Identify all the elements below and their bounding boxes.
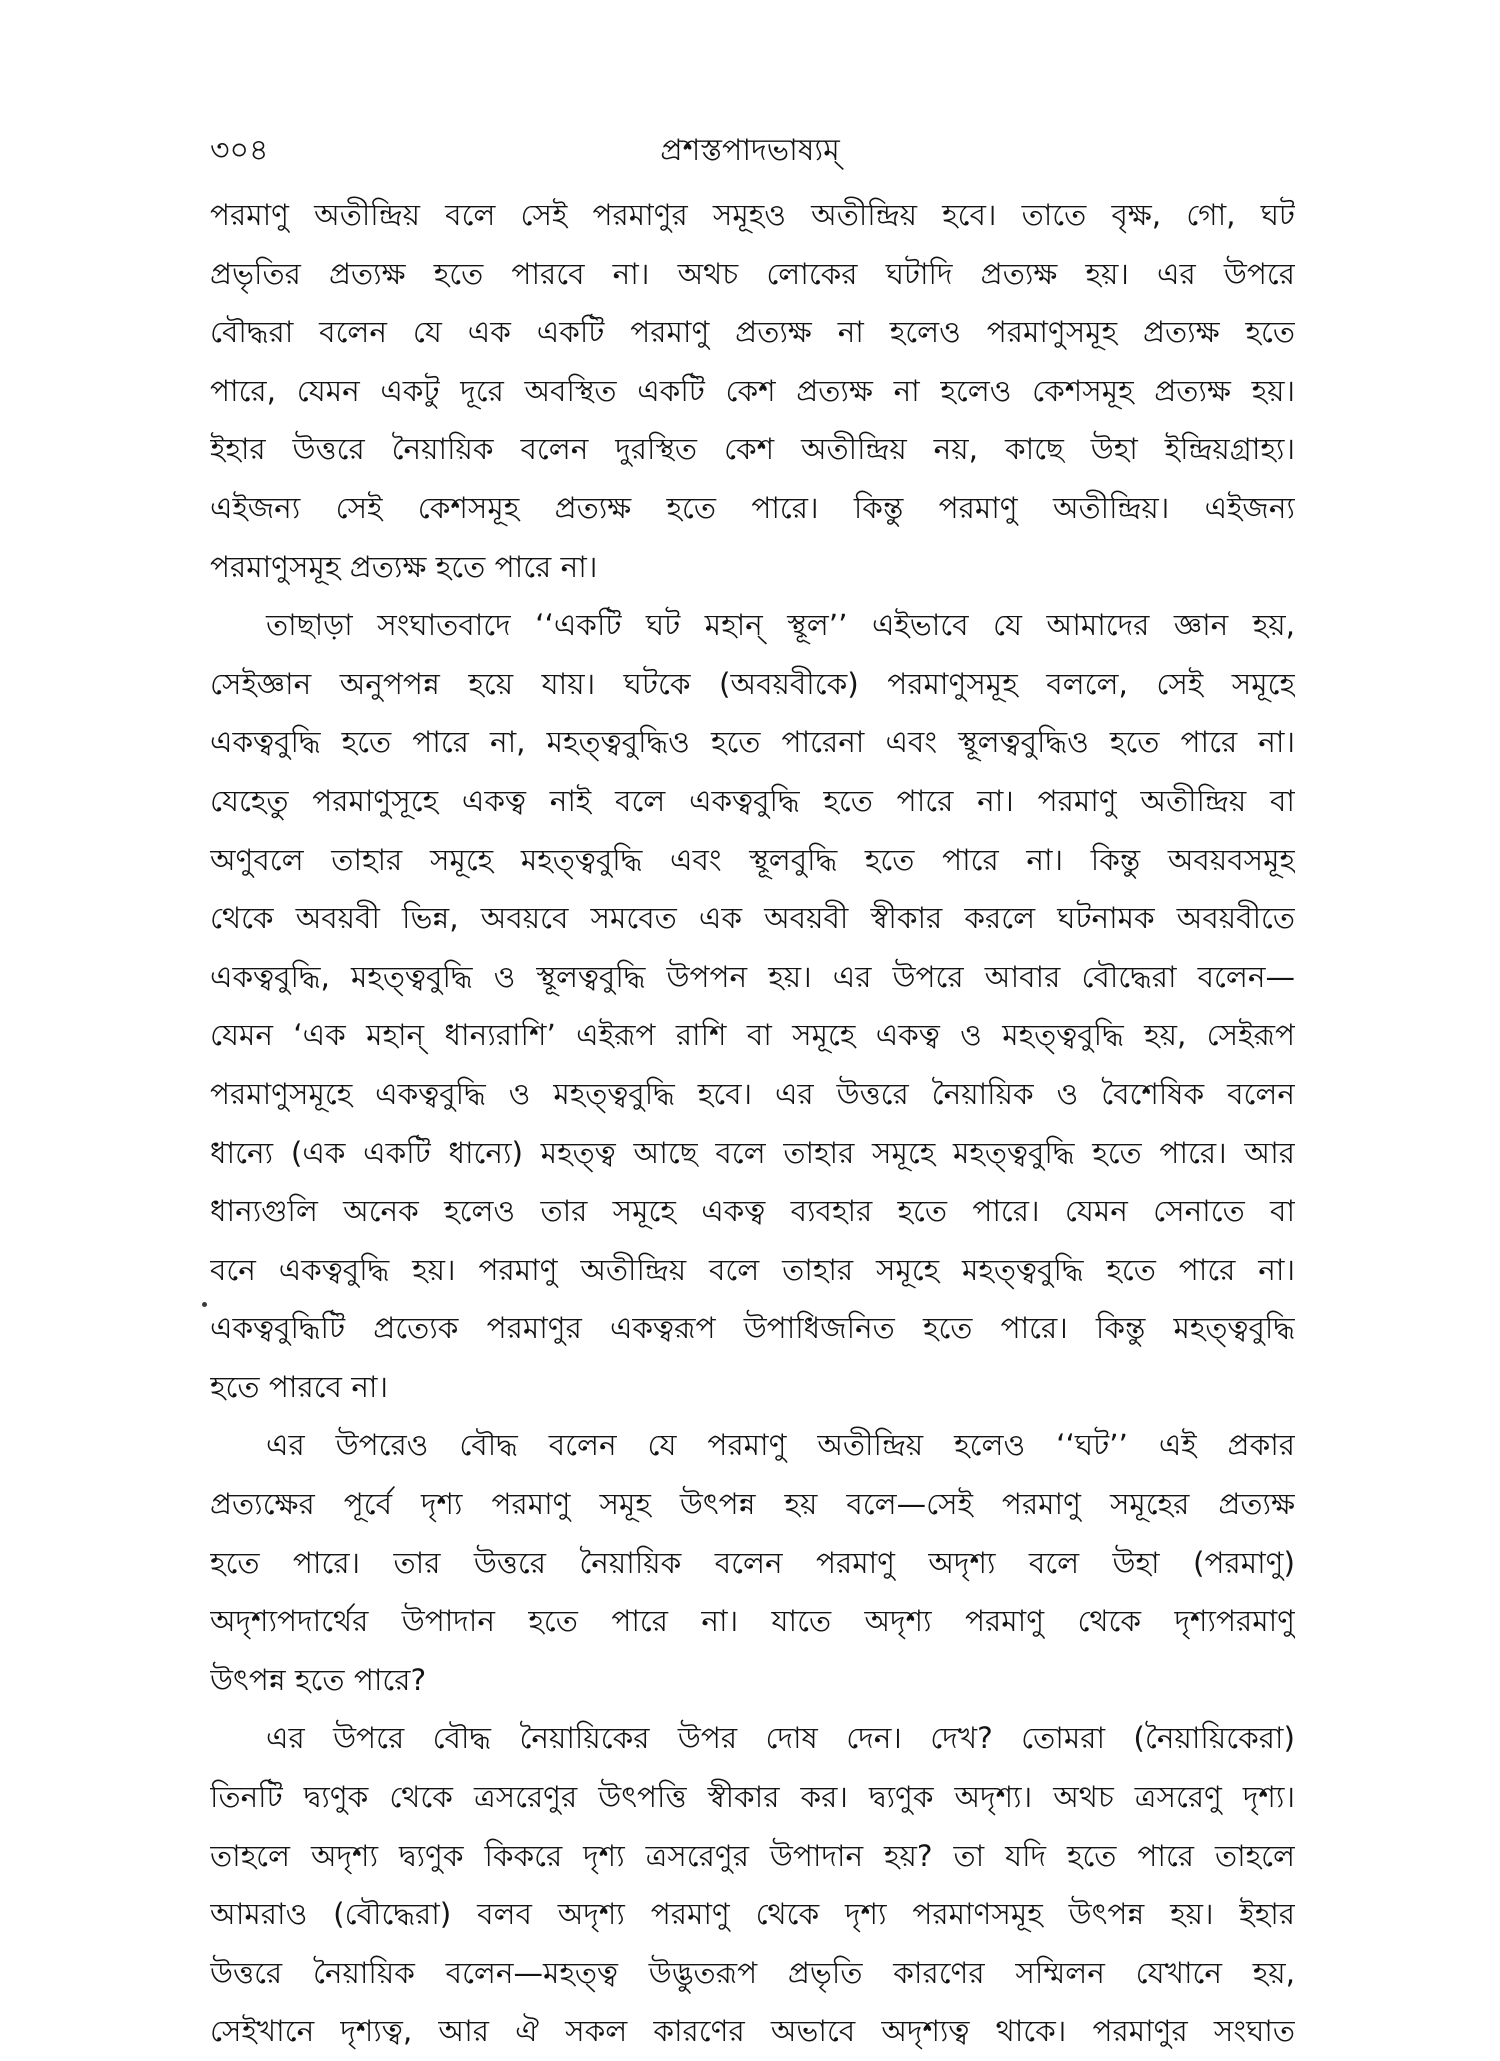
text-line: একত্ববুদ্ধি হতে পারে না, মহত্ত্ববুদ্ধিও হতে পারেনা এবং স্থূলত্ববুদ্ধিও হতে পারে না। xyxy=(210,725,1295,760)
running-title: প্রশস্তপাদভাষ্যম্ xyxy=(660,133,840,168)
paragraph-start-line: তাছাড়া সংঘাতবাদে ‘‘একটি ঘট মহান্ স্থূল’’ এইভাবে যে আমাদের জ্ঞান হয়, xyxy=(266,608,1295,643)
page-number: ৩০৪ xyxy=(210,133,269,168)
text-line: যেমন ‘এক মহান্ ধান্যরাশি’ এইরূপ রাশি বা সমূহে একত্ব ও মহত্ত্ববুদ্ধি হয়, সেইরূপ xyxy=(210,1018,1295,1053)
text-line: প্রত্যক্ষের পূর্বে দৃশ্য পরমাণু সমূহ উৎপন্ন হয় বলে—সেই পরমাণু সমূহের প্রত্যক্ষ xyxy=(210,1487,1295,1522)
text-line: বৌদ্ধরা বলেন যে এক একটি পরমাণু প্রত্যক্ষ না হলেও পরমাণুসমূহ প্রত্যক্ষ হতে xyxy=(210,315,1295,350)
text-line: ধান্যগুলি অনেক হলেও তার সমূহে একত্ব ব্যবহার হতে পারে। যেমন সেনাতে বা xyxy=(210,1194,1295,1229)
text-line: যেহেতু পরমাণুসূহে একত্ব নাই বলে একত্ববুদ্ধি হতে পারে না। পরমাণু অতীন্দ্রিয় বা xyxy=(210,783,1295,818)
text-line: একত্ববুদ্ধিটি প্রত্যেক পরমাণুর একত্বরূপ উপাধিজনিত হতে পারে। কিন্তু মহত্ত্ববুদ্ধি xyxy=(210,1311,1295,1346)
text-line: তিনটি দ্ব্যণুক থেকে ত্রসরেণুর উৎপত্তি স্বীকার কর। দ্ব্যণুক অদৃশ্য। অথচ ত্রসরেণু দৃশ্য। xyxy=(210,1780,1295,1815)
text-line: অণুবলে তাহার সমূহে মহত্ত্ববুদ্ধি এবং স্থূলবুদ্ধি হতে পারে না। কিন্তু অবয়বসমূহ xyxy=(210,842,1295,877)
text-line: পারে, যেমন একটু দূরে অবস্থিত একটি কেশ প্রত্যক্ষ না হলেও কেশসমূহ প্রত্যক্ষ হয়। xyxy=(210,373,1295,408)
text-line: প্রভৃতির প্রত্যক্ষ হতে পারবে না। অথচ লোকের ঘটাদি প্রত্যক্ষ হয়। এর উপরে xyxy=(210,256,1295,291)
text-line: ধান্যে (এক একটি ধান্যে) মহত্ত্ব আছে বলে তাহার সমূহে মহত্ত্ববুদ্ধি হতে পারে। আর xyxy=(210,1135,1295,1170)
page-header xyxy=(210,128,1290,174)
paragraph-end-line: উৎপন্ন হতে পারে? xyxy=(210,1662,427,1697)
paragraph-end-line: পরমাণুসমূহ প্রত্যক্ষ হতে পারে না। xyxy=(210,549,598,584)
text-line: সেইজ্ঞান অনুপপন্ন হয়ে যায়। ঘটকে (অবয়বীকে) পরমাণুসমূহ বললে, সেই সমূহে xyxy=(210,666,1295,701)
paragraph-end-line: হতে পারবে না। xyxy=(210,1369,389,1404)
paragraph-start-line: এর উপরেও বৌদ্ধ বলেন যে পরমাণু অতীন্দ্রিয় হলেও ‘‘ঘট’’ এই প্রকার xyxy=(266,1428,1295,1463)
paragraph-start-line: এর উপরে বৌদ্ধ নৈয়ায়িকের উপর দোষ দেন। দেখ? তোমরা (নৈয়ায়িকেরা) xyxy=(266,1721,1295,1756)
text-line: ইহার উত্তরে নৈয়ায়িক বলেন দুরস্থিত কেশ অতীন্দ্রিয় নয়, কাছে উহা ইন্দ্রিয়গ্রাহ্য। xyxy=(210,432,1295,467)
text-line: তাহলে অদৃশ্য দ্ব্যণুক কিকরে দৃশ্য ত্রসরেণুর উপাদান হয়? তা যদি হতে পারে তাহলে xyxy=(210,1838,1295,1873)
ink-speck xyxy=(202,1302,207,1307)
body-text xyxy=(210,186,1295,2061)
text-line: এইজন্য সেই কেশসমূহ প্রত্যক্ষ হতে পারে। কিন্তু পরমাণু অতীন্দ্রিয়। এইজন্য xyxy=(210,490,1295,525)
text-line: একত্ববুদ্ধি, মহত্ত্ববুদ্ধি ও স্থূলত্ববুদ্ধি উপপন হয়। এর উপরে আবার বৌদ্ধেরা বলেন— xyxy=(210,959,1295,994)
text-line: সেইখানে দৃশ্যত্ব, আর ঐ সকল কারণের অভাবে অদৃশ্যত্ব থাকে। পরমাণুর সংঘাত xyxy=(210,2014,1295,2049)
text-line: বনে একত্ববুদ্ধি হয়। পরমাণু অতীন্দ্রিয় বলে তাহার সমূহে মহত্ত্ববুদ্ধি হতে পারে না। xyxy=(210,1252,1295,1287)
text-line: উত্তরে নৈয়ায়িক বলেন—মহত্ত্ব উদ্ভুতরূপ প্রভৃতি কারণের সম্মিলন যেখানে হয়, xyxy=(210,1955,1295,1990)
text-line: থেকে অবয়বী ভিন্ন, অবয়বে সমবেত এক অবয়বী স্বীকার করলে ঘটনামক অবয়বীতে xyxy=(210,901,1295,936)
text-line: আমরাও (বৌদ্ধেরা) বলব অদৃশ্য পরমাণু থেকে দৃশ্য পরমাণসমূহ উৎপন্ন হয়। ইহার xyxy=(210,1897,1295,1932)
text-line: হতে পারে। তার উত্তরে নৈয়ায়িক বলেন পরমাণু অদৃশ্য বলে উহা (পরমাণু) xyxy=(210,1545,1295,1580)
text-line: অদৃশ্যপদার্থের উপাদান হতে পারে না। যাতে অদৃশ্য পরমাণু থেকে দৃশ্যপরমাণু xyxy=(210,1604,1295,1639)
text-line: পরমাণুসমূহে একত্ববুদ্ধি ও মহত্ত্ববুদ্ধি হবে। এর উত্তরে নৈয়ায়িক ও বৈশেষিক বলেন xyxy=(210,1076,1295,1111)
text-line: পরমাণু অতীন্দ্রিয় বলে সেই পরমাণুর সমূহও অতীন্দ্রিয় হবে। তাতে বৃক্ষ, গো, ঘট xyxy=(210,198,1295,232)
